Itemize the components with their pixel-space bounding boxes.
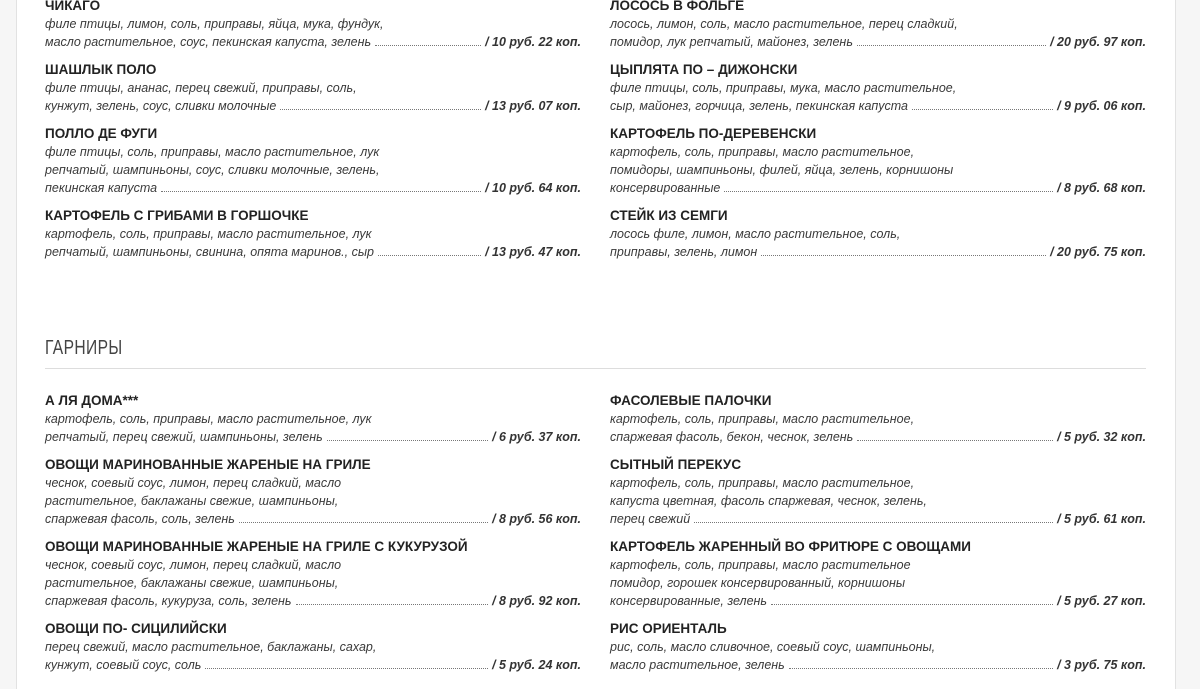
menu-grid-garnishes <box>45 392 1146 674</box>
description-line: лосось филе, лимон, масло растительное, соль, <box>610 227 901 241</box>
description-price-row <box>45 428 581 446</box>
description-line: перец свежий <box>610 512 691 526</box>
menu-item-description <box>45 556 581 610</box>
dot-leader <box>857 33 1046 46</box>
dot-leader <box>857 428 1053 441</box>
dot-leader <box>378 243 481 256</box>
section-title-garnishes: ГАРНИРЫ <box>45 337 123 359</box>
dot-leader <box>912 97 1053 110</box>
menu-item-title: ФАСОЛЕВЫЕ ПАЛОЧКИ <box>610 393 772 408</box>
menu-item <box>610 0 1146 51</box>
menu-item-title: ЦЫПЛЯТА ПО – ДИЖОНСКИ <box>610 62 798 77</box>
description-line: филе птицы, соль, приправы, мука, масло растительное, <box>610 81 957 95</box>
menu-item <box>610 61 1146 115</box>
menu-item <box>610 456 1146 528</box>
menu-item <box>45 207 581 261</box>
description-line: спаржевая фасоль, кукуруза, соль, зелень <box>45 594 292 608</box>
menu-item-title: ШАШЛЫК ПОЛО <box>45 62 157 77</box>
menu-item-title: ОВОЩИ МАРИНОВАННЫЕ ЖАРЕНЫЕ НА ГРИЛЕ <box>45 457 371 472</box>
description-line: кунжут, соевый соус, соль <box>45 658 202 672</box>
dot-leader <box>771 592 1053 605</box>
description-line: картофель, соль, приправы, масло растительное, <box>610 476 915 490</box>
description-line: лосось, лимон, соль, масло растительное, перец сладкий, <box>610 17 958 31</box>
description-line: консервированные, зелень <box>610 594 767 608</box>
description-line: помидор, горошек консервированный, корнишоны <box>610 576 906 590</box>
menu-item-price: / 9 руб. 06 коп. <box>1057 99 1146 113</box>
menu-item <box>45 620 581 674</box>
dot-leader <box>375 33 481 46</box>
dot-leader <box>161 179 481 192</box>
menu-item-price: / 6 руб. 37 коп. <box>492 430 581 444</box>
menu-item-price: / 10 руб. 64 коп. <box>485 181 581 195</box>
menu-item <box>45 125 581 197</box>
description-line: капуста цветная, фасоль спаржевая, чеснок, зелень, <box>610 494 927 508</box>
dot-leader <box>280 97 481 110</box>
description-price-row <box>610 592 1146 610</box>
dot-leader <box>789 656 1053 669</box>
description-line: консервированные <box>610 181 721 195</box>
menu-item <box>610 620 1146 674</box>
menu-item <box>45 456 581 528</box>
menu-item-price: / 8 руб. 56 коп. <box>492 512 581 526</box>
description-price-row <box>610 510 1146 528</box>
dot-leader <box>327 428 488 441</box>
description-price-row <box>610 428 1146 446</box>
description-price-row <box>45 656 581 674</box>
menu-item-price: / 5 руб. 61 коп. <box>1057 512 1146 526</box>
description-line: рис, соль, масло сливочное, соевый соус, шампиньоны, <box>610 640 936 654</box>
menu-item-price: / 13 руб. 47 коп. <box>485 245 581 259</box>
description-price-row <box>610 243 1146 261</box>
menu-item-title: ПОЛЛО ДЕ ФУГИ <box>45 126 158 141</box>
description-line: филе птицы, ананас, перец свежий, приправы, соль, <box>45 81 357 95</box>
menu-item-description <box>45 474 581 528</box>
description-price-row <box>610 179 1146 197</box>
description-line: приправы, зелень, лимон <box>610 245 758 259</box>
menu-item <box>610 207 1146 261</box>
description-line: репчатый, перец свежий, шампиньоны, зелень <box>45 430 323 444</box>
description-line: растительное, баклажаны свежие, шампиньоны, <box>45 494 339 508</box>
menu-item-description <box>45 15 581 51</box>
description-line: помидоры, шампиньоны, филей, яйца, зелень, корнишоны <box>610 163 954 177</box>
menu-item-title: СЫТНЫЙ ПЕРЕКУС <box>610 457 742 472</box>
description-line: спаржевая фасоль, соль, зелень <box>45 512 235 526</box>
description-line: репчатый, шампиньоны, свинина, опята маринов., сыр <box>45 245 375 259</box>
menu-item <box>610 392 1146 446</box>
menu-item-description <box>45 410 581 446</box>
description-line: репчатый, шампиньоны, соус, сливки молочные, зелень, <box>45 163 380 177</box>
dot-leader <box>239 510 488 523</box>
description-line: спаржевая фасоль, бекон, чеснок, зелень <box>610 430 854 444</box>
menu-item-title: А ЛЯ ДОМА*** <box>45 393 139 408</box>
menu-item-description <box>45 638 581 674</box>
description-line: картофель, соль, приправы, масло растительное <box>610 558 911 572</box>
description-line: чеснок, соевый соус, лимон, перец сладкий, масло <box>45 558 342 572</box>
menu-item <box>45 0 581 51</box>
menu-item-price: / 8 руб. 68 коп. <box>1057 181 1146 195</box>
menu-item-description <box>610 410 1146 446</box>
menu-item-title: ЛОСОСЬ В ФОЛЬГЕ <box>610 0 745 13</box>
menu-item-price: / 3 руб. 75 коп. <box>1057 658 1146 672</box>
menu-item <box>45 392 581 446</box>
description-line: перец свежий, масло растительное, баклажаны, сахар, <box>45 640 377 654</box>
menu-item-description <box>610 15 1146 51</box>
dot-leader <box>296 592 489 605</box>
description-line: чеснок, соевый соус, лимон, перец сладкий, масло <box>45 476 342 490</box>
menu-item-description <box>610 225 1146 261</box>
description-price-row <box>45 510 581 528</box>
menu-item-title: ЧИКАГО <box>45 0 101 13</box>
description-line: картофель, соль, приправы, масло растительное, лук <box>45 412 372 426</box>
menu-item-description <box>45 225 581 261</box>
description-price-row <box>610 97 1146 115</box>
description-line: филе птицы, соль, приправы, масло растительное, лук <box>45 145 380 159</box>
description-line: кунжут, зелень, соус, сливки молочные <box>45 99 277 113</box>
menu-grid-main <box>45 0 1146 261</box>
menu-item-title: ОВОЩИ ПО- СИЦИЛИЙСКИ <box>45 621 227 636</box>
menu-item-description <box>610 474 1146 528</box>
menu-item-price: / 5 руб. 24 коп. <box>492 658 581 672</box>
description-line: картофель, соль, приправы, масло растительное, <box>610 412 915 426</box>
menu-item-price: / 10 руб. 22 коп. <box>485 35 581 49</box>
description-line: картофель, соль, приправы, масло растительное, лук <box>45 227 372 241</box>
description-line: картофель, соль, приправы, масло растительное, <box>610 145 915 159</box>
description-line: пекинская капуста <box>45 181 158 195</box>
description-line: масло растительное, соус, пекинская капуста, зелень <box>45 35 372 49</box>
menu-item-price: / 5 руб. 27 коп. <box>1057 594 1146 608</box>
menu-item-title: КАРТОФЕЛЬ С ГРИБАМИ В ГОРШОЧКЕ <box>45 208 309 223</box>
description-line: сыр, майонез, горчица, зелень, пекинская капуста <box>610 99 908 113</box>
description-line: растительное, баклажаны свежие, шампиньоны, <box>45 576 339 590</box>
description-price-row <box>45 33 581 51</box>
description-price-row <box>45 97 581 115</box>
dot-leader <box>205 656 488 669</box>
menu-item-price: / 5 руб. 32 коп. <box>1057 430 1146 444</box>
description-line: масло растительное, зелень <box>610 658 785 672</box>
menu-item-description <box>610 638 1146 674</box>
description-price-row <box>610 33 1146 51</box>
section-divider <box>45 368 1146 369</box>
menu-item-title: СТЕЙК ИЗ СЕМГИ <box>610 208 728 223</box>
menu-item-price: / 20 руб. 97 коп. <box>1050 35 1146 49</box>
menu-item-description <box>610 143 1146 197</box>
menu-item-description <box>610 79 1146 115</box>
menu-item-title: РИС ОРИЕНТАЛЬ <box>610 621 727 636</box>
menu-item <box>610 125 1146 197</box>
menu-item-title: КАРТОФЕЛЬ ЖАРЕННЫЙ ВО ФРИТЮРЕ С ОВОЩАМИ <box>610 539 971 554</box>
description-line: филе птицы, лимон, соль, приправы, яйца, мука, фундук, <box>45 17 384 31</box>
menu-item-description <box>45 143 581 197</box>
menu-item <box>45 538 581 610</box>
menu-item-title: ОВОЩИ МАРИНОВАННЫЕ ЖАРЕНЫЕ НА ГРИЛЕ С КУКУРУЗОЙ <box>45 539 468 554</box>
menu-item-price: / 13 руб. 07 коп. <box>485 99 581 113</box>
dot-leader <box>694 510 1053 523</box>
dot-leader <box>761 243 1046 256</box>
description-line: помидор, лук репчатый, майонез, зелень <box>610 35 853 49</box>
dot-leader <box>724 179 1053 192</box>
menu-item <box>45 61 581 115</box>
description-price-row <box>610 656 1146 674</box>
menu-item-title: КАРТОФЕЛЬ ПО-ДЕРЕВЕНСКИ <box>610 126 817 141</box>
menu-item-description <box>45 79 581 115</box>
menu-item-description <box>610 556 1146 610</box>
menu-item-price: / 8 руб. 92 коп. <box>492 594 581 608</box>
description-price-row <box>45 592 581 610</box>
menu-item-price: / 20 руб. 75 коп. <box>1050 245 1146 259</box>
description-price-row <box>45 179 581 197</box>
menu-item <box>610 538 1146 610</box>
description-price-row <box>45 243 581 261</box>
